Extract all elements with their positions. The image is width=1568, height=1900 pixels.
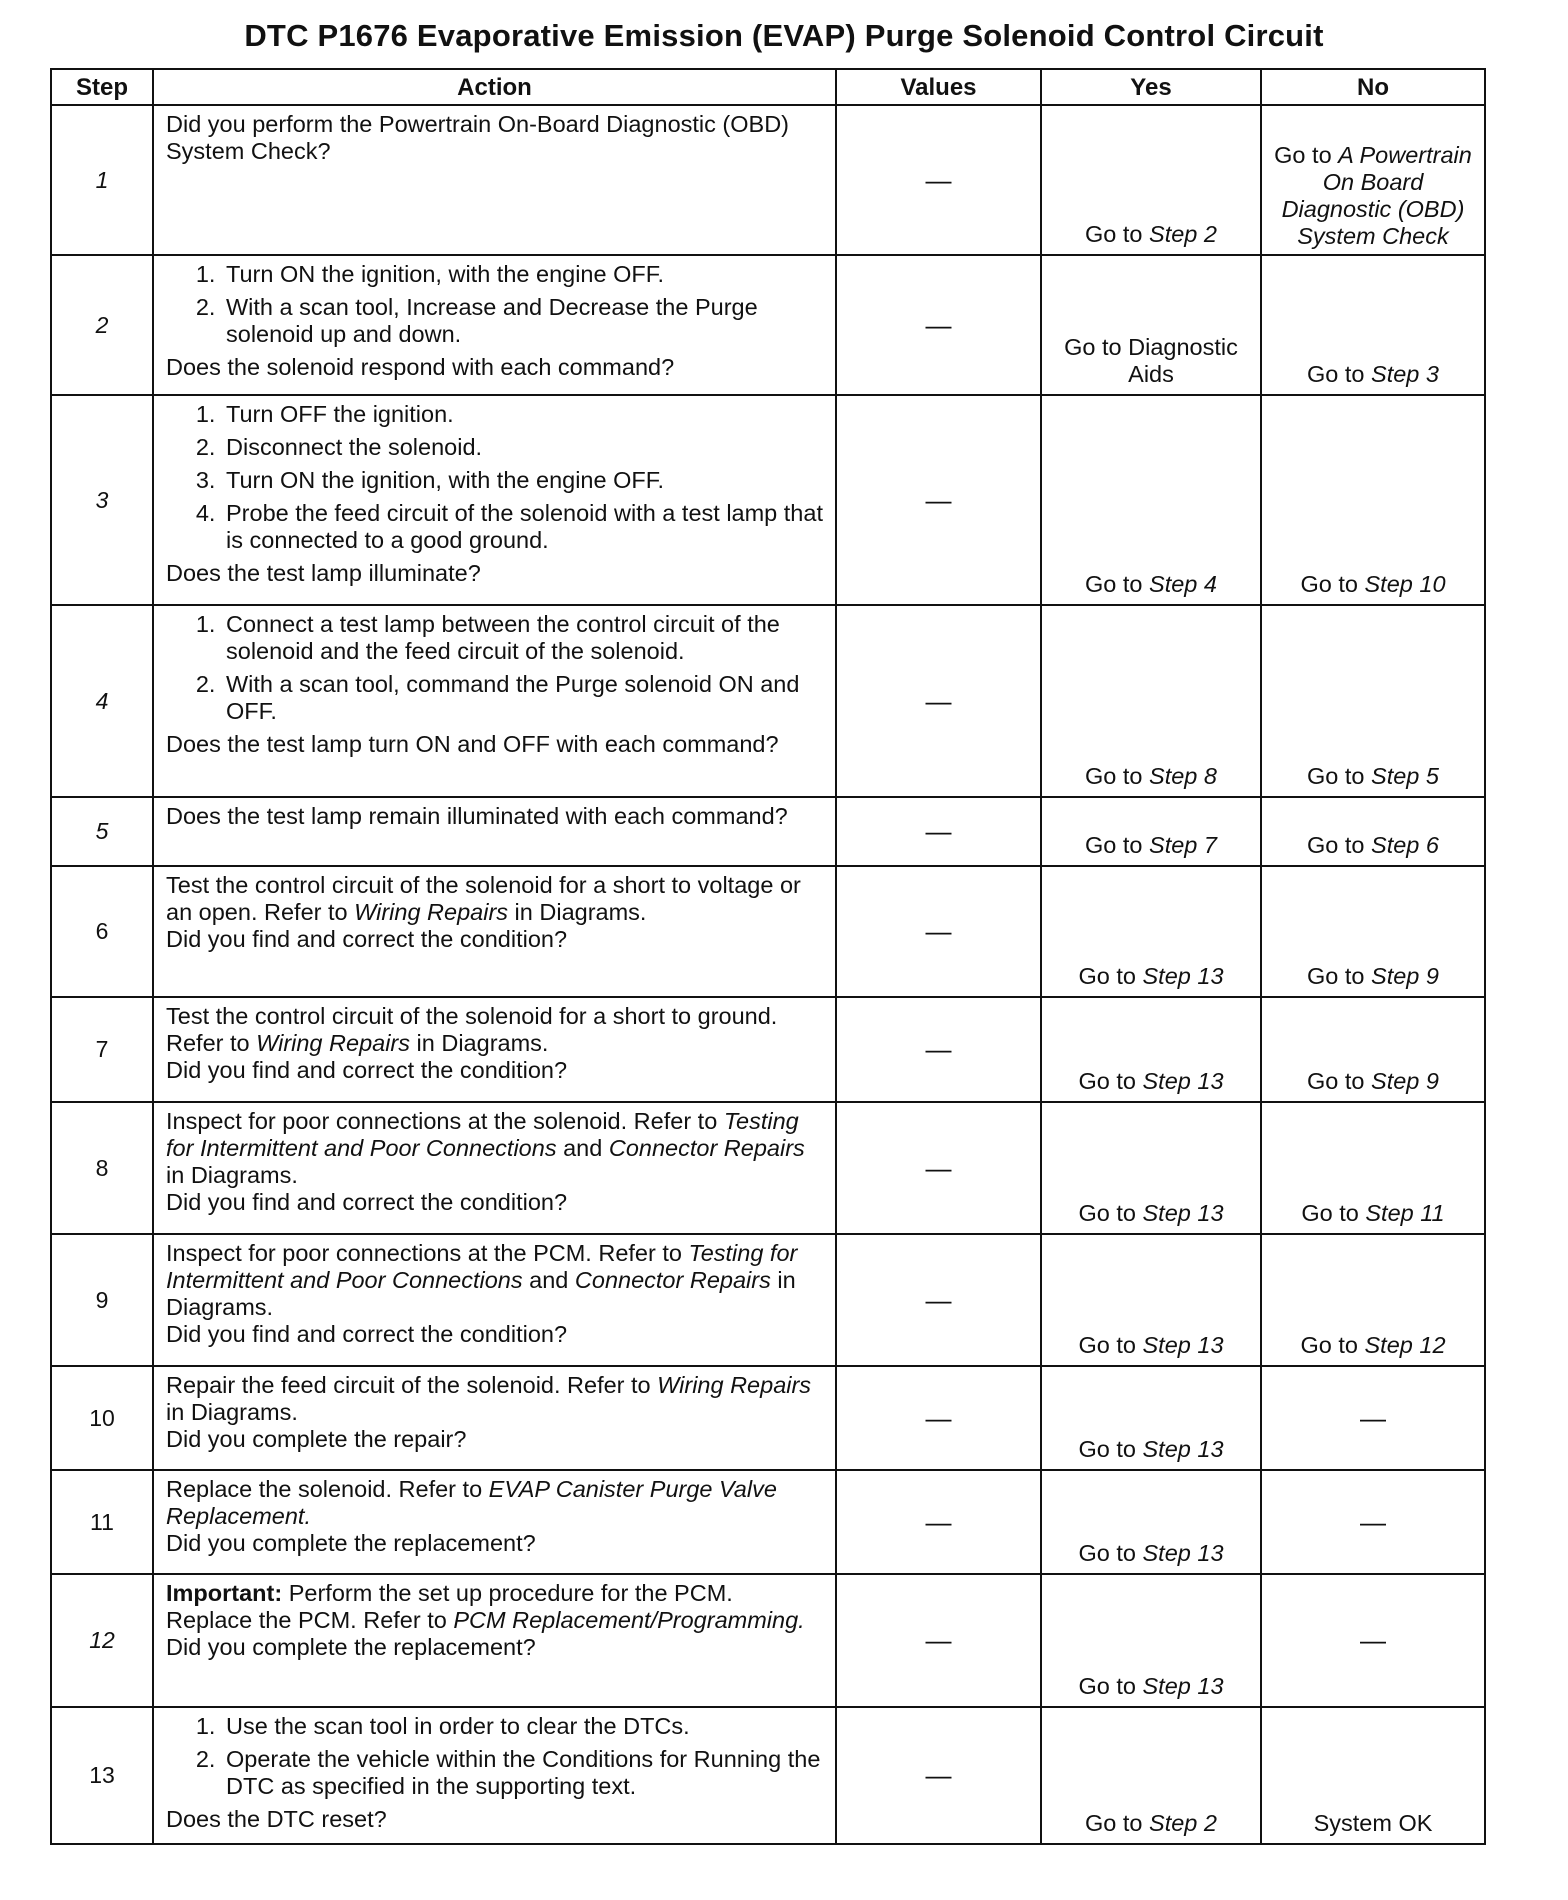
- action-question: Did you complete the replacement?: [166, 1634, 536, 1660]
- substep: 1. Connect a test lamp between the control circuit of the solenoid and the feed circuit of the solenoid.: [222, 611, 825, 665]
- important-label: Important:: [166, 1580, 283, 1606]
- goto-text: Go to: [1085, 763, 1150, 789]
- action-text-part: Repair the feed circuit of the solenoid. Refer to: [166, 1372, 658, 1398]
- substep: 2. With a scan tool, Increase and Decrease the Purge solenoid up and down.: [222, 294, 825, 348]
- header-yes: Yes: [1041, 69, 1261, 105]
- reference-link: Wiring Repairs: [256, 1030, 411, 1056]
- action-cell: [153, 1234, 836, 1366]
- action-text-part: in Diagrams.: [508, 899, 647, 925]
- goto-text: Go to: [1307, 963, 1372, 989]
- table-row: [51, 105, 1485, 255]
- substep: 2. With a scan tool, command the Purge solenoid ON and OFF.: [222, 671, 825, 725]
- reference-link: PCM Replacement/Programming.: [453, 1607, 805, 1633]
- step-number: 7: [51, 997, 153, 1102]
- yes-cell: [1041, 1574, 1261, 1707]
- action-question: Does the test lamp illuminate?: [166, 560, 481, 586]
- action-text: [166, 872, 825, 926]
- no-cell: [1261, 105, 1485, 255]
- goto-text: Go to: [1085, 832, 1150, 858]
- action-text: [166, 1607, 825, 1634]
- action-cell: [153, 1707, 836, 1844]
- action-text-part: Replace the solenoid. Refer to: [166, 1476, 489, 1502]
- no-reference: A Powertrain On Board Diagnostic (OBD) System Check: [1281, 142, 1472, 249]
- action-text-part: Test the control circuit of the solenoid for a short to voltage or an open. Refer to: [166, 872, 801, 925]
- values-cell: —: [836, 1470, 1041, 1574]
- goto-text: Go to: [1085, 571, 1150, 597]
- yes-step-link: Step 4: [1149, 571, 1217, 597]
- substep: 2. Operate the vehicle within the Conditions for Running the DTC as specified in the supporting text.: [222, 1746, 825, 1800]
- substep-list: [166, 611, 825, 725]
- no-step-link: Step 9: [1371, 963, 1439, 989]
- action-cell: [153, 1366, 836, 1470]
- action-question: Did you complete the repair?: [166, 1426, 467, 1452]
- action-text-part: in Diagrams.: [166, 1267, 796, 1320]
- table-row: [51, 395, 1485, 605]
- no-cell: —: [1261, 1366, 1485, 1470]
- yes-cell: [1041, 1707, 1261, 1844]
- substep: 4. Probe the feed circuit of the solenoid with a test lamp that is connected to a good ground.: [222, 500, 825, 554]
- no-step-link: Step 9: [1371, 1068, 1439, 1094]
- no-cell: [1261, 797, 1485, 866]
- yes-cell: [1041, 1102, 1261, 1234]
- no-cell: —: [1261, 1574, 1485, 1707]
- action-cell: [153, 395, 836, 605]
- action-text-part: Inspect for poor connections at the solenoid. Refer to: [166, 1108, 724, 1134]
- goto-text: Go to: [1307, 1068, 1372, 1094]
- diagnostic-table: [50, 68, 1486, 1845]
- substep: 3. Turn ON the ignition, with the engine OFF.: [222, 467, 825, 494]
- action-cell: [153, 255, 836, 395]
- action-text-part: and: [522, 1267, 575, 1293]
- yes-step-link: Step 13: [1142, 1332, 1224, 1358]
- goto-text: Go to: [1300, 571, 1365, 597]
- yes-step-link: Step 13: [1142, 1673, 1224, 1699]
- action-question: Did you perform the Powertrain On-Board Diagnostic (OBD) System Check?: [166, 111, 789, 164]
- table-row: [51, 1102, 1485, 1234]
- step-number: 3: [51, 395, 153, 605]
- no-step-link: Step 10: [1364, 571, 1446, 597]
- substep: 1. Use the scan tool in order to clear the DTCs.: [222, 1713, 825, 1740]
- table-row: [51, 1707, 1485, 1844]
- values-cell: —: [836, 797, 1041, 866]
- action-question: Does the DTC reset?: [166, 1806, 387, 1832]
- yes-cell: Go to Diagnostic Aids: [1041, 255, 1261, 395]
- important-note: [166, 1580, 825, 1607]
- action-text-part: and: [556, 1135, 609, 1161]
- action-cell: [153, 1470, 836, 1574]
- action-question: Does the test lamp remain illuminated with each command?: [166, 803, 788, 829]
- table-row: [51, 1470, 1485, 1574]
- values-cell: —: [836, 866, 1041, 997]
- header-action: Action: [153, 69, 836, 105]
- goto-text: Go to: [1307, 361, 1372, 387]
- header-step: Step: [51, 69, 153, 105]
- goto-text: Go to: [1078, 1673, 1143, 1699]
- action-question: Did you find and correct the condition?: [166, 1189, 568, 1215]
- reference-link: Testing for Intermittent and Poor Connections: [166, 1108, 799, 1161]
- page-title: DTC P1676 Evaporative Emission (EVAP) Purge Solenoid Control Circuit: [244, 18, 1324, 53]
- goto-text: Go to: [1085, 1810, 1150, 1836]
- header-no: No: [1261, 69, 1485, 105]
- goto-text: Go to: [1300, 1332, 1365, 1358]
- step-number: 4: [51, 605, 153, 797]
- no-step-link: Step 3: [1371, 361, 1439, 387]
- values-cell: —: [836, 1234, 1041, 1366]
- no-step-link: Step 6: [1371, 832, 1439, 858]
- action-text-part: Replace the PCM. Refer to: [166, 1607, 454, 1633]
- no-cell: —: [1261, 1470, 1485, 1574]
- reference-link: Wiring Repairs: [354, 899, 509, 925]
- values-cell: —: [836, 105, 1041, 255]
- yes-step-link: Step 13: [1142, 1200, 1224, 1226]
- no-step-link: Step 12: [1364, 1332, 1446, 1358]
- action-text: [166, 1003, 825, 1057]
- yes-cell: [1041, 105, 1261, 255]
- step-number: 12: [51, 1574, 153, 1707]
- yes-cell: [1041, 395, 1261, 605]
- action-text: [166, 1476, 825, 1530]
- table-row: [51, 1366, 1485, 1470]
- yes-cell: [1041, 1234, 1261, 1366]
- action-text: [166, 1372, 825, 1426]
- no-cell: [1261, 605, 1485, 797]
- values-cell: —: [836, 997, 1041, 1102]
- no-prefix: Go to: [1274, 142, 1339, 168]
- goto-text: Go to: [1085, 221, 1150, 247]
- no-cell: [1261, 1234, 1485, 1366]
- header-values: Values: [836, 69, 1041, 105]
- yes-cell: [1041, 797, 1261, 866]
- values-cell: —: [836, 605, 1041, 797]
- goto-text: Go to: [1301, 1200, 1366, 1226]
- table-row: [51, 997, 1485, 1102]
- table-row: [51, 255, 1485, 395]
- table-row: [51, 605, 1485, 797]
- action-cell: [153, 605, 836, 797]
- important-text: Perform the set up procedure for the PCM.: [282, 1580, 733, 1606]
- yes-step-link: Step 2: [1149, 1810, 1217, 1836]
- goto-text: Go to: [1307, 763, 1372, 789]
- values-cell: —: [836, 1574, 1041, 1707]
- yes-step-link: Step 13: [1142, 1436, 1224, 1462]
- step-number: 2: [51, 255, 153, 395]
- yes-cell: [1041, 1470, 1261, 1574]
- step-number: 5: [51, 797, 153, 866]
- yes-step-link: Step 2: [1149, 221, 1217, 247]
- action-text: [166, 1240, 825, 1321]
- yes-cell: [1041, 866, 1261, 997]
- goto-text: Go to: [1078, 963, 1143, 989]
- action-text-part: Inspect for poor connections at the PCM. Refer to: [166, 1240, 689, 1266]
- step-number: 9: [51, 1234, 153, 1366]
- values-cell: —: [836, 1366, 1041, 1470]
- substep-list: [166, 1713, 825, 1800]
- step-number: 6: [51, 866, 153, 997]
- action-text-part: in Diagrams.: [166, 1162, 298, 1188]
- yes-step-link: Step 13: [1142, 1540, 1224, 1566]
- values-cell: —: [836, 1102, 1041, 1234]
- no-cell: [1261, 255, 1485, 395]
- yes-step-link: Step 7: [1149, 832, 1217, 858]
- action-text-part: in Diagrams.: [166, 1399, 298, 1425]
- goto-text: Go to: [1078, 1436, 1143, 1462]
- table-header-row: [51, 69, 1485, 105]
- goto-text: Go to: [1078, 1200, 1143, 1226]
- reference-link: Testing for Intermittent and Poor Connections: [166, 1240, 798, 1293]
- action-question: Did you find and correct the condition?: [166, 926, 568, 952]
- table-row: [51, 797, 1485, 866]
- no-cell: [1261, 866, 1485, 997]
- yes-cell: [1041, 1366, 1261, 1470]
- table-row: [51, 866, 1485, 997]
- action-cell: [153, 1574, 836, 1707]
- step-number: 11: [51, 1470, 153, 1574]
- reference-link: EVAP Canister Purge Valve Replacement.: [166, 1476, 777, 1529]
- yes-cell: [1041, 997, 1261, 1102]
- substep: 1. Turn ON the ignition, with the engine OFF.: [222, 261, 825, 288]
- substep: 1. Turn OFF the ignition.: [222, 401, 825, 428]
- substep-list: [166, 261, 825, 348]
- substep-list: [166, 401, 825, 554]
- values-cell: —: [836, 1707, 1041, 1844]
- goto-text: Go to: [1078, 1540, 1143, 1566]
- action-text-part: in Diagrams.: [410, 1030, 549, 1056]
- yes-step-link: Step 13: [1142, 1068, 1224, 1094]
- no-step-link: Step 5: [1371, 763, 1439, 789]
- action-question: Did you complete the replacement?: [166, 1530, 536, 1556]
- action-cell: [153, 997, 836, 1102]
- action-question: Does the solenoid respond with each command?: [166, 354, 675, 380]
- action-text-part: Test the control circuit of the solenoid for a short to ground. Refer to: [166, 1003, 778, 1056]
- values-cell: —: [836, 395, 1041, 605]
- action-cell: [153, 797, 836, 866]
- no-cell: System OK: [1261, 1707, 1485, 1844]
- reference-link: Connector Repairs: [608, 1135, 805, 1161]
- action-text: [166, 1108, 825, 1189]
- yes-cell: [1041, 605, 1261, 797]
- no-cell: [1261, 1102, 1485, 1234]
- goto-text: Go to: [1078, 1068, 1143, 1094]
- action-cell: [153, 105, 836, 255]
- goto-text: Go to: [1307, 832, 1372, 858]
- reference-link: Wiring Repairs: [657, 1372, 812, 1398]
- step-number: 1: [51, 105, 153, 255]
- action-question: Does the test lamp turn ON and OFF with each command?: [166, 731, 779, 757]
- goto-text: Go to: [1078, 1332, 1143, 1358]
- yes-step-link: Step 13: [1142, 963, 1224, 989]
- no-step-link: Step 11: [1365, 1200, 1445, 1226]
- step-number: 13: [51, 1707, 153, 1844]
- action-question: Did you find and correct the condition?: [166, 1321, 568, 1347]
- substep: 2. Disconnect the solenoid.: [222, 434, 825, 461]
- action-cell: [153, 1102, 836, 1234]
- action-question: Did you find and correct the condition?: [166, 1057, 568, 1083]
- table-row: [51, 1234, 1485, 1366]
- values-cell: —: [836, 255, 1041, 395]
- table-row: [51, 1574, 1485, 1707]
- step-number: 10: [51, 1366, 153, 1470]
- yes-step-link: Step 8: [1149, 763, 1217, 789]
- step-number: 8: [51, 1102, 153, 1234]
- no-cell: [1261, 395, 1485, 605]
- no-cell: [1261, 997, 1485, 1102]
- reference-link: Connector Repairs: [574, 1267, 771, 1293]
- action-cell: [153, 866, 836, 997]
